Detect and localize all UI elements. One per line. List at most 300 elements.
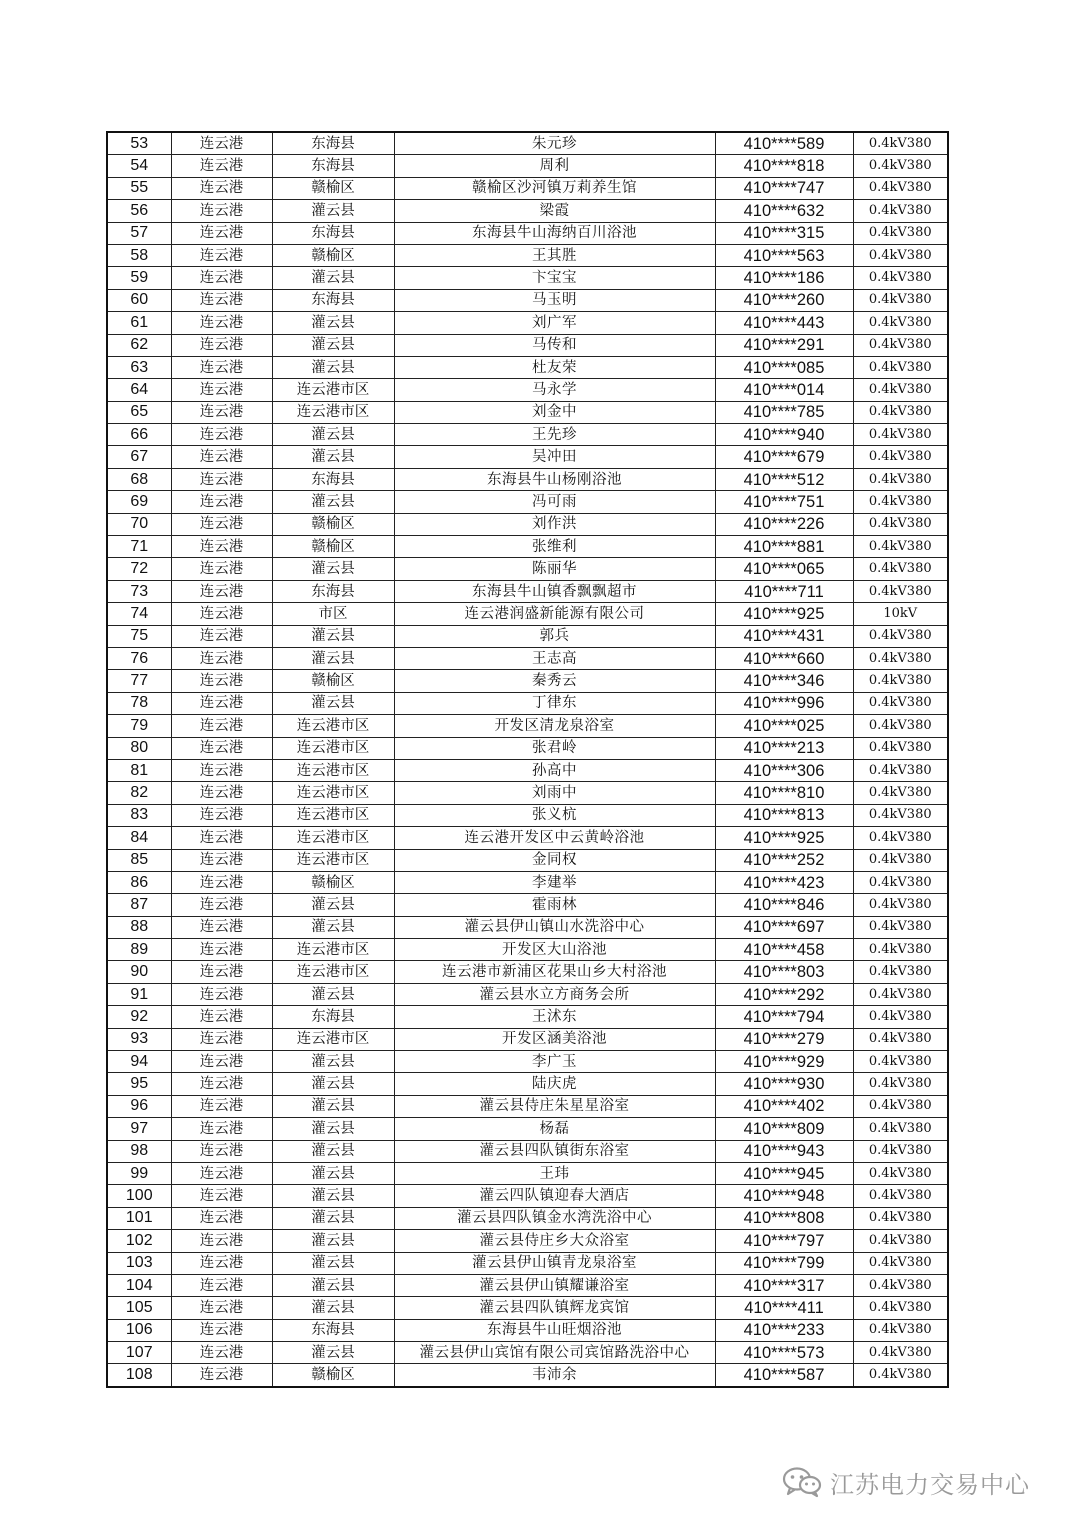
cell-user-name: 灌云县四队镇金水湾洗浴中心 bbox=[394, 1207, 715, 1229]
table-row bbox=[107, 670, 948, 692]
cell-voltage: 0.4kV380 bbox=[853, 692, 948, 714]
cell-district: 灌云县 bbox=[272, 312, 394, 334]
cell-district: 灌云县 bbox=[272, 558, 394, 580]
table-row bbox=[107, 558, 948, 580]
cell-user-name: 杜友荣 bbox=[394, 356, 715, 378]
user-roster-table bbox=[106, 131, 949, 1388]
cell-city: 连云港 bbox=[171, 1118, 272, 1140]
cell-index: 81 bbox=[107, 759, 171, 781]
cell-index: 103 bbox=[107, 1252, 171, 1274]
table-row bbox=[107, 782, 948, 804]
cell-user-id: 410****881 bbox=[715, 536, 853, 558]
table-row bbox=[107, 849, 948, 871]
cell-index: 94 bbox=[107, 1051, 171, 1073]
cell-user-id: 410****085 bbox=[715, 356, 853, 378]
table-row bbox=[107, 200, 948, 222]
cell-index: 66 bbox=[107, 424, 171, 446]
cell-index: 55 bbox=[107, 177, 171, 199]
table-row bbox=[107, 468, 948, 490]
table-row bbox=[107, 961, 948, 983]
cell-user-name: 刘金中 bbox=[394, 401, 715, 423]
cell-user-id: 410****065 bbox=[715, 558, 853, 580]
cell-voltage: 0.4kV380 bbox=[853, 1185, 948, 1207]
table-row bbox=[107, 222, 948, 244]
cell-index: 73 bbox=[107, 580, 171, 602]
cell-user-name: 灌云县伊山宾馆有限公司宾馆路洗浴中心 bbox=[394, 1342, 715, 1364]
cell-user-id: 410****291 bbox=[715, 334, 853, 356]
cell-index: 60 bbox=[107, 289, 171, 311]
cell-index: 89 bbox=[107, 939, 171, 961]
cell-city: 连云港 bbox=[171, 1185, 272, 1207]
cell-user-id: 410****306 bbox=[715, 759, 853, 781]
cell-voltage: 0.4kV380 bbox=[853, 1252, 948, 1274]
cell-voltage: 0.4kV380 bbox=[853, 1364, 948, 1387]
cell-city: 连云港 bbox=[171, 961, 272, 983]
cell-city: 连云港 bbox=[171, 804, 272, 826]
cell-voltage: 0.4kV380 bbox=[853, 1342, 948, 1364]
cell-voltage: 0.4kV380 bbox=[853, 513, 948, 535]
cell-district: 市区 bbox=[272, 603, 394, 625]
cell-user-id: 410****945 bbox=[715, 1162, 853, 1184]
cell-user-name: 王沭东 bbox=[394, 1006, 715, 1028]
cell-index: 90 bbox=[107, 961, 171, 983]
cell-user-id: 410****930 bbox=[715, 1073, 853, 1095]
table-row bbox=[107, 759, 948, 781]
table-row bbox=[107, 132, 948, 155]
cell-voltage: 0.4kV380 bbox=[853, 401, 948, 423]
cell-city: 连云港 bbox=[171, 983, 272, 1005]
table-row bbox=[107, 1319, 948, 1341]
cell-index: 82 bbox=[107, 782, 171, 804]
cell-index: 76 bbox=[107, 647, 171, 669]
table-row bbox=[107, 536, 948, 558]
cell-city: 连云港 bbox=[171, 401, 272, 423]
cell-city: 连云港 bbox=[171, 356, 272, 378]
cell-district: 东海县 bbox=[272, 1319, 394, 1341]
cell-user-id: 410****279 bbox=[715, 1028, 853, 1050]
cell-district: 东海县 bbox=[272, 289, 394, 311]
cell-index: 83 bbox=[107, 804, 171, 826]
table-row bbox=[107, 334, 948, 356]
cell-index: 69 bbox=[107, 491, 171, 513]
cell-user-name: 梁霞 bbox=[394, 200, 715, 222]
cell-district: 连云港市区 bbox=[272, 961, 394, 983]
cell-voltage: 0.4kV380 bbox=[853, 1073, 948, 1095]
cell-city: 连云港 bbox=[171, 782, 272, 804]
cell-user-id: 410****458 bbox=[715, 939, 853, 961]
cell-district: 连云港市区 bbox=[272, 849, 394, 871]
cell-user-name: 霍雨林 bbox=[394, 894, 715, 916]
cell-index: 93 bbox=[107, 1028, 171, 1050]
cell-user-name: 灌云县伊山镇山水洗浴中心 bbox=[394, 916, 715, 938]
table-row bbox=[107, 155, 948, 177]
cell-city: 连云港 bbox=[171, 222, 272, 244]
cell-user-name: 李建举 bbox=[394, 871, 715, 893]
cell-index: 106 bbox=[107, 1319, 171, 1341]
table-row bbox=[107, 1364, 948, 1387]
cell-index: 78 bbox=[107, 692, 171, 714]
table-row bbox=[107, 1095, 948, 1117]
cell-user-id: 410****943 bbox=[715, 1140, 853, 1162]
cell-user-name: 灌云县四队镇街东浴室 bbox=[394, 1140, 715, 1162]
cell-district: 灌云县 bbox=[272, 1118, 394, 1140]
cell-index: 71 bbox=[107, 536, 171, 558]
cell-district: 连云港市区 bbox=[272, 827, 394, 849]
cell-district: 灌云县 bbox=[272, 491, 394, 513]
table-row bbox=[107, 356, 948, 378]
cell-user-name: 东海县牛山海纳百川浴池 bbox=[394, 222, 715, 244]
table-row bbox=[107, 737, 948, 759]
cell-user-id: 410****940 bbox=[715, 424, 853, 446]
cell-district: 东海县 bbox=[272, 580, 394, 602]
table-row bbox=[107, 1073, 948, 1095]
cell-voltage: 0.4kV380 bbox=[853, 1095, 948, 1117]
table-row bbox=[107, 916, 948, 938]
cell-voltage: 0.4kV380 bbox=[853, 625, 948, 647]
cell-index: 87 bbox=[107, 894, 171, 916]
cell-district: 赣榆区 bbox=[272, 871, 394, 893]
cell-district: 灌云县 bbox=[272, 200, 394, 222]
cell-city: 连云港 bbox=[171, 1230, 272, 1252]
cell-user-name: 东海县牛山杨刚浴池 bbox=[394, 468, 715, 490]
cell-user-id: 410****252 bbox=[715, 849, 853, 871]
cell-index: 99 bbox=[107, 1162, 171, 1184]
cell-district: 连云港市区 bbox=[272, 379, 394, 401]
cell-user-id: 410****818 bbox=[715, 155, 853, 177]
cell-district: 灌云县 bbox=[272, 267, 394, 289]
table-row bbox=[107, 1006, 948, 1028]
cell-index: 54 bbox=[107, 155, 171, 177]
cell-district: 灌云县 bbox=[272, 1140, 394, 1162]
cell-index: 108 bbox=[107, 1364, 171, 1387]
cell-user-id: 410****813 bbox=[715, 804, 853, 826]
cell-district: 灌云县 bbox=[272, 894, 394, 916]
cell-user-name: 灌云县伊山镇青龙泉浴室 bbox=[394, 1252, 715, 1274]
cell-user-id: 410****346 bbox=[715, 670, 853, 692]
table-row bbox=[107, 424, 948, 446]
cell-city: 连云港 bbox=[171, 692, 272, 714]
cell-user-id: 410****808 bbox=[715, 1207, 853, 1229]
cell-city: 连云港 bbox=[171, 289, 272, 311]
table-row bbox=[107, 715, 948, 737]
cell-index: 92 bbox=[107, 1006, 171, 1028]
cell-city: 连云港 bbox=[171, 580, 272, 602]
table-row bbox=[107, 580, 948, 602]
table-row bbox=[107, 401, 948, 423]
cell-voltage: 0.4kV380 bbox=[853, 782, 948, 804]
cell-voltage: 0.4kV380 bbox=[853, 849, 948, 871]
cell-district: 灌云县 bbox=[272, 1207, 394, 1229]
cell-city: 连云港 bbox=[171, 849, 272, 871]
cell-user-id: 410****226 bbox=[715, 513, 853, 535]
cell-index: 57 bbox=[107, 222, 171, 244]
cell-voltage: 0.4kV380 bbox=[853, 222, 948, 244]
cell-voltage: 0.4kV380 bbox=[853, 558, 948, 580]
cell-user-id: 410****747 bbox=[715, 177, 853, 199]
cell-user-name: 陈丽华 bbox=[394, 558, 715, 580]
cell-district: 东海县 bbox=[272, 132, 394, 155]
cell-voltage: 0.4kV380 bbox=[853, 939, 948, 961]
cell-district: 灌云县 bbox=[272, 983, 394, 1005]
table-row bbox=[107, 177, 948, 199]
cell-district: 赣榆区 bbox=[272, 244, 394, 266]
cell-city: 连云港 bbox=[171, 871, 272, 893]
cell-user-id: 410****660 bbox=[715, 647, 853, 669]
cell-voltage: 0.4kV380 bbox=[853, 1297, 948, 1319]
cell-user-id: 410****443 bbox=[715, 312, 853, 334]
table-row bbox=[107, 1051, 948, 1073]
cell-voltage: 0.4kV380 bbox=[853, 155, 948, 177]
cell-user-id: 410****402 bbox=[715, 1095, 853, 1117]
cell-voltage: 0.4kV380 bbox=[853, 536, 948, 558]
cell-user-name: 张维利 bbox=[394, 536, 715, 558]
cell-district: 灌云县 bbox=[272, 446, 394, 468]
cell-user-id: 410****411 bbox=[715, 1297, 853, 1319]
cell-district: 灌云县 bbox=[272, 334, 394, 356]
cell-index: 102 bbox=[107, 1230, 171, 1252]
cell-district: 连云港市区 bbox=[272, 715, 394, 737]
cell-voltage: 0.4kV380 bbox=[853, 1006, 948, 1028]
cell-index: 98 bbox=[107, 1140, 171, 1162]
cell-voltage: 0.4kV380 bbox=[853, 871, 948, 893]
cell-voltage: 0.4kV380 bbox=[853, 468, 948, 490]
cell-city: 连云港 bbox=[171, 1006, 272, 1028]
cell-user-name: 连云港润盛新能源有限公司 bbox=[394, 603, 715, 625]
cell-index: 91 bbox=[107, 983, 171, 1005]
cell-user-id: 410****563 bbox=[715, 244, 853, 266]
cell-city: 连云港 bbox=[171, 1252, 272, 1274]
cell-voltage: 0.4kV380 bbox=[853, 804, 948, 826]
cell-user-name: 灌云县伊山镇耀谦浴室 bbox=[394, 1274, 715, 1296]
cell-district: 连云港市区 bbox=[272, 759, 394, 781]
cell-district: 灌云县 bbox=[272, 1230, 394, 1252]
cell-district: 连云港市区 bbox=[272, 1028, 394, 1050]
cell-city: 连云港 bbox=[171, 1028, 272, 1050]
cell-city: 连云港 bbox=[171, 536, 272, 558]
cell-user-id: 410****186 bbox=[715, 267, 853, 289]
cell-user-id: 410****996 bbox=[715, 692, 853, 714]
cell-user-name: 马传和 bbox=[394, 334, 715, 356]
cell-user-name: 灌云县侍庄朱星星浴室 bbox=[394, 1095, 715, 1117]
table-row bbox=[107, 1274, 948, 1296]
table-body bbox=[107, 132, 948, 1387]
cell-district: 灌云县 bbox=[272, 1073, 394, 1095]
cell-city: 连云港 bbox=[171, 1342, 272, 1364]
cell-city: 连云港 bbox=[171, 1364, 272, 1387]
cell-user-name: 连云港开发区中云黄岭浴池 bbox=[394, 827, 715, 849]
cell-district: 灌云县 bbox=[272, 1252, 394, 1274]
cell-district: 灌云县 bbox=[272, 356, 394, 378]
table-row bbox=[107, 267, 948, 289]
cell-district: 连云港市区 bbox=[272, 737, 394, 759]
cell-user-id: 410****315 bbox=[715, 222, 853, 244]
cell-user-name: 秦秀云 bbox=[394, 670, 715, 692]
cell-user-name: 张义杭 bbox=[394, 804, 715, 826]
cell-user-id: 410****809 bbox=[715, 1118, 853, 1140]
cell-voltage: 0.4kV380 bbox=[853, 1140, 948, 1162]
cell-city: 连云港 bbox=[171, 200, 272, 222]
cell-district: 连云港市区 bbox=[272, 939, 394, 961]
cell-user-name: 灌云县四队镇辉龙宾馆 bbox=[394, 1297, 715, 1319]
table-row bbox=[107, 1162, 948, 1184]
table-row bbox=[107, 244, 948, 266]
cell-index: 96 bbox=[107, 1095, 171, 1117]
cell-user-name: 赣榆区沙河镇万莉养生馆 bbox=[394, 177, 715, 199]
cell-user-name: 周利 bbox=[394, 155, 715, 177]
cell-user-name: 李广玉 bbox=[394, 1051, 715, 1073]
cell-user-name: 东海县牛山旺烟浴池 bbox=[394, 1319, 715, 1341]
cell-voltage: 0.4kV380 bbox=[853, 894, 948, 916]
table-row bbox=[107, 939, 948, 961]
cell-user-id: 410****794 bbox=[715, 1006, 853, 1028]
cell-district: 赣榆区 bbox=[272, 670, 394, 692]
cell-city: 连云港 bbox=[171, 491, 272, 513]
cell-district: 灌云县 bbox=[272, 424, 394, 446]
cell-index: 88 bbox=[107, 916, 171, 938]
cell-index: 68 bbox=[107, 468, 171, 490]
cell-city: 连云港 bbox=[171, 1319, 272, 1341]
cell-index: 97 bbox=[107, 1118, 171, 1140]
cell-user-name: 杨磊 bbox=[394, 1118, 715, 1140]
cell-city: 连云港 bbox=[171, 244, 272, 266]
cell-district: 灌云县 bbox=[272, 916, 394, 938]
cell-index: 79 bbox=[107, 715, 171, 737]
cell-user-name: 马永学 bbox=[394, 379, 715, 401]
cell-index: 70 bbox=[107, 513, 171, 535]
cell-voltage: 0.4kV380 bbox=[853, 491, 948, 513]
cell-user-name: 开发区大山浴池 bbox=[394, 939, 715, 961]
table-row bbox=[107, 1297, 948, 1319]
cell-user-id: 410****929 bbox=[715, 1051, 853, 1073]
cell-voltage: 0.4kV380 bbox=[853, 267, 948, 289]
table-row bbox=[107, 804, 948, 826]
cell-index: 85 bbox=[107, 849, 171, 871]
table-row bbox=[107, 692, 948, 714]
cell-district: 连云港市区 bbox=[272, 401, 394, 423]
cell-district: 东海县 bbox=[272, 468, 394, 490]
cell-index: 53 bbox=[107, 132, 171, 155]
cell-user-name: 朱元珍 bbox=[394, 132, 715, 155]
watermark bbox=[782, 1462, 1030, 1502]
cell-user-name: 灌云县水立方商务会所 bbox=[394, 983, 715, 1005]
cell-voltage: 0.4kV380 bbox=[853, 1230, 948, 1252]
cell-index: 59 bbox=[107, 267, 171, 289]
table-row bbox=[107, 983, 948, 1005]
cell-city: 连云港 bbox=[171, 894, 272, 916]
cell-city: 连云港 bbox=[171, 468, 272, 490]
cell-user-id: 410****587 bbox=[715, 1364, 853, 1387]
cell-city: 连云港 bbox=[171, 1095, 272, 1117]
cell-index: 61 bbox=[107, 312, 171, 334]
cell-user-name: 卞宝宝 bbox=[394, 267, 715, 289]
cell-user-id: 410****292 bbox=[715, 983, 853, 1005]
cell-user-id: 410****589 bbox=[715, 132, 853, 155]
cell-district: 灌云县 bbox=[272, 1051, 394, 1073]
cell-city: 连云港 bbox=[171, 625, 272, 647]
cell-user-id: 410****799 bbox=[715, 1252, 853, 1274]
cell-city: 连云港 bbox=[171, 177, 272, 199]
cell-user-id: 410****925 bbox=[715, 603, 853, 625]
cell-user-name: 韦沛余 bbox=[394, 1364, 715, 1387]
cell-district: 赣榆区 bbox=[272, 536, 394, 558]
cell-voltage: 0.4kV380 bbox=[853, 647, 948, 669]
cell-district: 灌云县 bbox=[272, 647, 394, 669]
cell-city: 连云港 bbox=[171, 155, 272, 177]
cell-voltage: 0.4kV380 bbox=[853, 289, 948, 311]
table-row bbox=[107, 312, 948, 334]
table-row bbox=[107, 827, 948, 849]
cell-voltage: 0.4kV380 bbox=[853, 737, 948, 759]
cell-district: 灌云县 bbox=[272, 1095, 394, 1117]
cell-city: 连云港 bbox=[171, 916, 272, 938]
cell-city: 连云港 bbox=[171, 1207, 272, 1229]
cell-voltage: 0.4kV380 bbox=[853, 244, 948, 266]
cell-index: 95 bbox=[107, 1073, 171, 1095]
cell-user-id: 410****711 bbox=[715, 580, 853, 602]
cell-district: 灌云县 bbox=[272, 1162, 394, 1184]
cell-user-id: 410****846 bbox=[715, 894, 853, 916]
cell-city: 连云港 bbox=[171, 1162, 272, 1184]
cell-city: 连云港 bbox=[171, 513, 272, 535]
cell-user-id: 410****679 bbox=[715, 446, 853, 468]
cell-voltage: 0.4kV380 bbox=[853, 1051, 948, 1073]
cell-voltage: 0.4kV380 bbox=[853, 312, 948, 334]
wechat-icon bbox=[782, 1466, 822, 1498]
cell-district: 赣榆区 bbox=[272, 1364, 394, 1387]
cell-user-id: 410****431 bbox=[715, 625, 853, 647]
table-row bbox=[107, 513, 948, 535]
cell-city: 连云港 bbox=[171, 267, 272, 289]
cell-user-name: 刘作洪 bbox=[394, 513, 715, 535]
cell-user-name: 金同权 bbox=[394, 849, 715, 871]
table-row bbox=[107, 1342, 948, 1364]
cell-voltage: 0.4kV380 bbox=[853, 580, 948, 602]
cell-user-id: 410****260 bbox=[715, 289, 853, 311]
cell-voltage: 0.4kV380 bbox=[853, 1028, 948, 1050]
table-row bbox=[107, 625, 948, 647]
cell-user-id: 410****317 bbox=[715, 1274, 853, 1296]
cell-city: 连云港 bbox=[171, 1073, 272, 1095]
table-row bbox=[107, 1028, 948, 1050]
cell-voltage: 0.4kV380 bbox=[853, 983, 948, 1005]
cell-user-name: 灌云四队镇迎春大酒店 bbox=[394, 1185, 715, 1207]
cell-district: 连云港市区 bbox=[272, 804, 394, 826]
cell-district: 灌云县 bbox=[272, 625, 394, 647]
cell-user-name: 东海县牛山镇香飘飘超市 bbox=[394, 580, 715, 602]
cell-district: 灌云县 bbox=[272, 692, 394, 714]
cell-user-name: 冯可雨 bbox=[394, 491, 715, 513]
cell-voltage: 0.4kV380 bbox=[853, 334, 948, 356]
table-row bbox=[107, 1185, 948, 1207]
cell-user-name: 开发区涵美浴池 bbox=[394, 1028, 715, 1050]
table-row bbox=[107, 647, 948, 669]
cell-district: 东海县 bbox=[272, 1006, 394, 1028]
cell-voltage: 0.4kV380 bbox=[853, 1319, 948, 1341]
cell-index: 56 bbox=[107, 200, 171, 222]
cell-voltage: 0.4kV380 bbox=[853, 446, 948, 468]
cell-user-id: 410****233 bbox=[715, 1319, 853, 1341]
cell-voltage: 0.4kV380 bbox=[853, 132, 948, 155]
cell-user-name: 陆庆虎 bbox=[394, 1073, 715, 1095]
cell-index: 62 bbox=[107, 334, 171, 356]
table-row bbox=[107, 1140, 948, 1162]
cell-user-id: 410****512 bbox=[715, 468, 853, 490]
cell-user-id: 410****797 bbox=[715, 1230, 853, 1252]
cell-district: 灌云县 bbox=[272, 1342, 394, 1364]
cell-index: 100 bbox=[107, 1185, 171, 1207]
cell-voltage: 0.4kV380 bbox=[853, 200, 948, 222]
cell-index: 63 bbox=[107, 356, 171, 378]
